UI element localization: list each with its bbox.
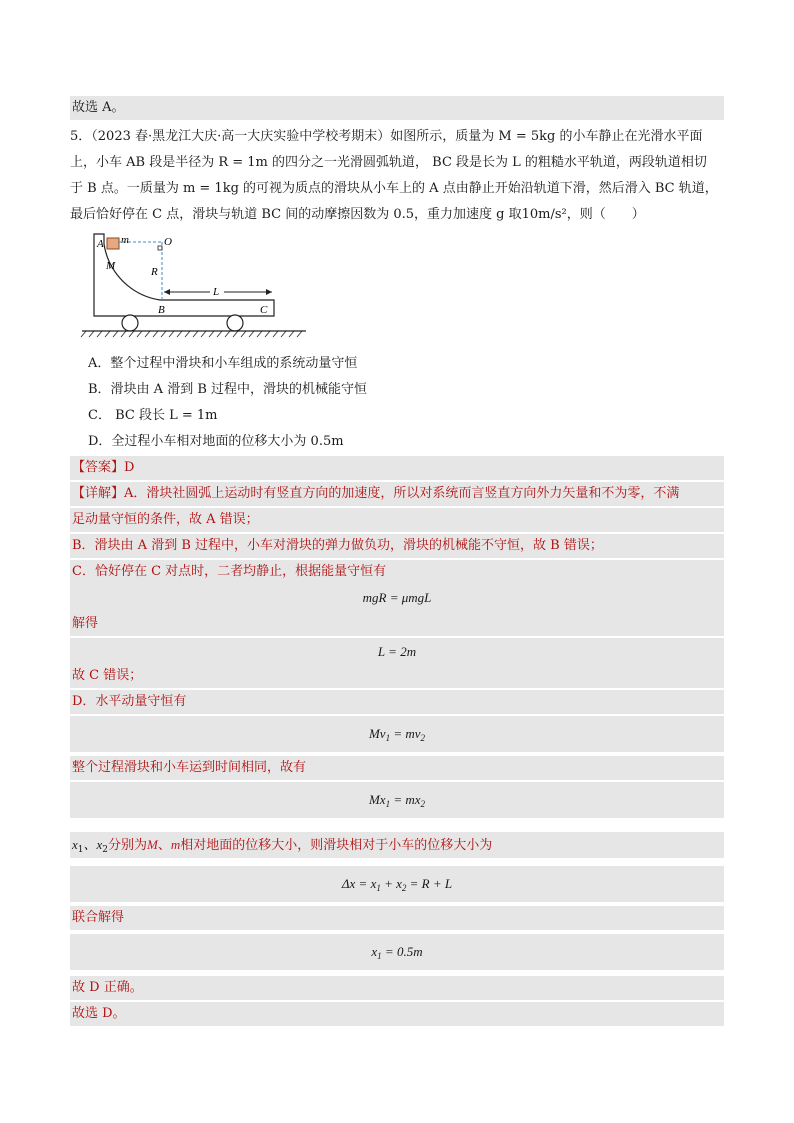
equation-result-left: x	[371, 944, 378, 959]
option-b: B．滑块由 A 滑到 B 过程中，滑块的机械能守恒	[88, 382, 368, 397]
label-m: m	[121, 234, 129, 246]
slider-block	[107, 238, 119, 249]
answer-line	[70, 456, 724, 480]
equation-relative-c: = R + L	[406, 876, 453, 891]
subscript-2: 2	[102, 845, 109, 855]
analysis-a-line-2: 足动量守恒的条件，故 A 错误；	[70, 508, 724, 532]
x1-symbol: x	[72, 837, 78, 852]
answer-tag: 【答案】	[72, 460, 125, 475]
equation-momentum-right: = mv	[390, 726, 421, 741]
subscript-1: 1	[385, 733, 391, 743]
option-d: D．全过程小车相对地面的位移大小为 0.5m	[88, 434, 344, 449]
label-A: A	[97, 238, 104, 250]
equation-relative-b: + x	[380, 876, 402, 891]
equation-momentum-left: Mv	[368, 726, 386, 741]
label-B: B	[158, 304, 165, 316]
analysis-d-line: D．水平动量守恒有	[70, 690, 724, 714]
label-C: C	[260, 304, 268, 316]
equation-result	[70, 934, 724, 970]
analysis-c-line: C．恰好停在 C 对点时，二者均静止，根据能量守恒有	[70, 560, 724, 584]
question-line-1: 5．（2023 春·黑龙江大庆·高一大庆实验中学校考期末）如图所示，质量为 M = 5kg 的小车静止在光滑水平面	[70, 129, 703, 144]
equation-displacement	[70, 782, 724, 818]
question-line-2: 上，小车 AB 段是半径为 R = 1m 的四分之一光滑圆弧轨道， BC 段是长为 L 的粗糙水平轨道，两段轨道相切	[70, 155, 707, 170]
definition-text-2: 相对地面的位移大小，则滑块相对于小车的位移大小为	[180, 838, 493, 853]
mass-m-symbol: m	[170, 837, 181, 852]
equation-displacement-right: = mx	[390, 792, 421, 807]
equation-energy: mgR = μmgL	[70, 584, 724, 612]
definition-text-1: 分别为	[108, 838, 148, 853]
subscript-2: 2	[401, 883, 407, 893]
label-L: L	[213, 286, 220, 298]
subscript-2: 2	[420, 799, 426, 809]
question-line-3: 于 B 点。一质量为 m = 1kg 的可视为质点的滑块从小车上的 A 点由静止开始沿轨道下滑，然后滑入 BC 轨道，	[70, 181, 718, 196]
same-time-line: 整个过程滑块和小车运到时间相同，故有	[70, 756, 724, 780]
equation-length: L = 2m	[70, 638, 724, 666]
x2-symbol: 、x	[83, 837, 103, 852]
subscript-1: 1	[376, 883, 381, 893]
label-O: O	[164, 236, 172, 248]
definition-separator: 、	[157, 838, 171, 853]
analysis-a-text-1: A．滑块社圆弧上运动时有竖直方向的加速度，所以对系统而言竖直方向外力矢量和不为零，不满	[124, 486, 680, 501]
previous-answer-text: 故选 A。	[72, 100, 125, 115]
question-text	[70, 124, 724, 228]
subscript-1: 1	[377, 951, 382, 961]
equation-momentum	[70, 716, 724, 752]
analysis-tag: 【详解】	[72, 486, 125, 501]
analysis-b-line: B．滑块由 A 滑到 B 过程中，小车对滑块的弹力做负功，滑块的机械能不守恒，故 B 错误；	[70, 534, 724, 558]
question-line-4: 最后恰好停在 C 点，滑块与轨道 BC 间的动摩擦因数为 0.5，重力加速度 g 取10m/s²，则（ ）	[70, 207, 645, 222]
final-answer-line: 故选 D。	[70, 1002, 724, 1026]
label-R: R	[151, 266, 158, 278]
subscript-1: 1	[385, 799, 391, 809]
analysis-d-conclusion: 故 D 正确。	[70, 976, 724, 1000]
mass-M-symbol: M	[147, 837, 158, 852]
analysis-c-conclusion: 故 C 错误；	[70, 664, 724, 688]
equation-displacement-left: Mx	[368, 792, 386, 807]
equation-relative-a: Δx = x	[341, 876, 377, 891]
option-c: C． BC 段长 L = 1m	[88, 408, 218, 423]
equation-result-right: = 0.5m	[381, 944, 423, 959]
analysis-a-line-1	[70, 482, 724, 506]
option-a: A．整个过程中滑块和小车组成的系统动量守恒	[88, 356, 358, 371]
subscript-2: 2	[420, 733, 426, 743]
answer-value: D	[124, 460, 135, 475]
subscript-1: 1	[77, 845, 84, 855]
label-M: M	[106, 260, 116, 272]
displacement-definition-line	[70, 832, 724, 858]
equation-relative-displacement	[70, 866, 724, 902]
cart-track-diagram	[78, 232, 308, 344]
previous-answer-line	[70, 96, 724, 120]
solve-label-1: 解得	[70, 612, 724, 636]
combine-label: 联合解得	[70, 906, 724, 930]
